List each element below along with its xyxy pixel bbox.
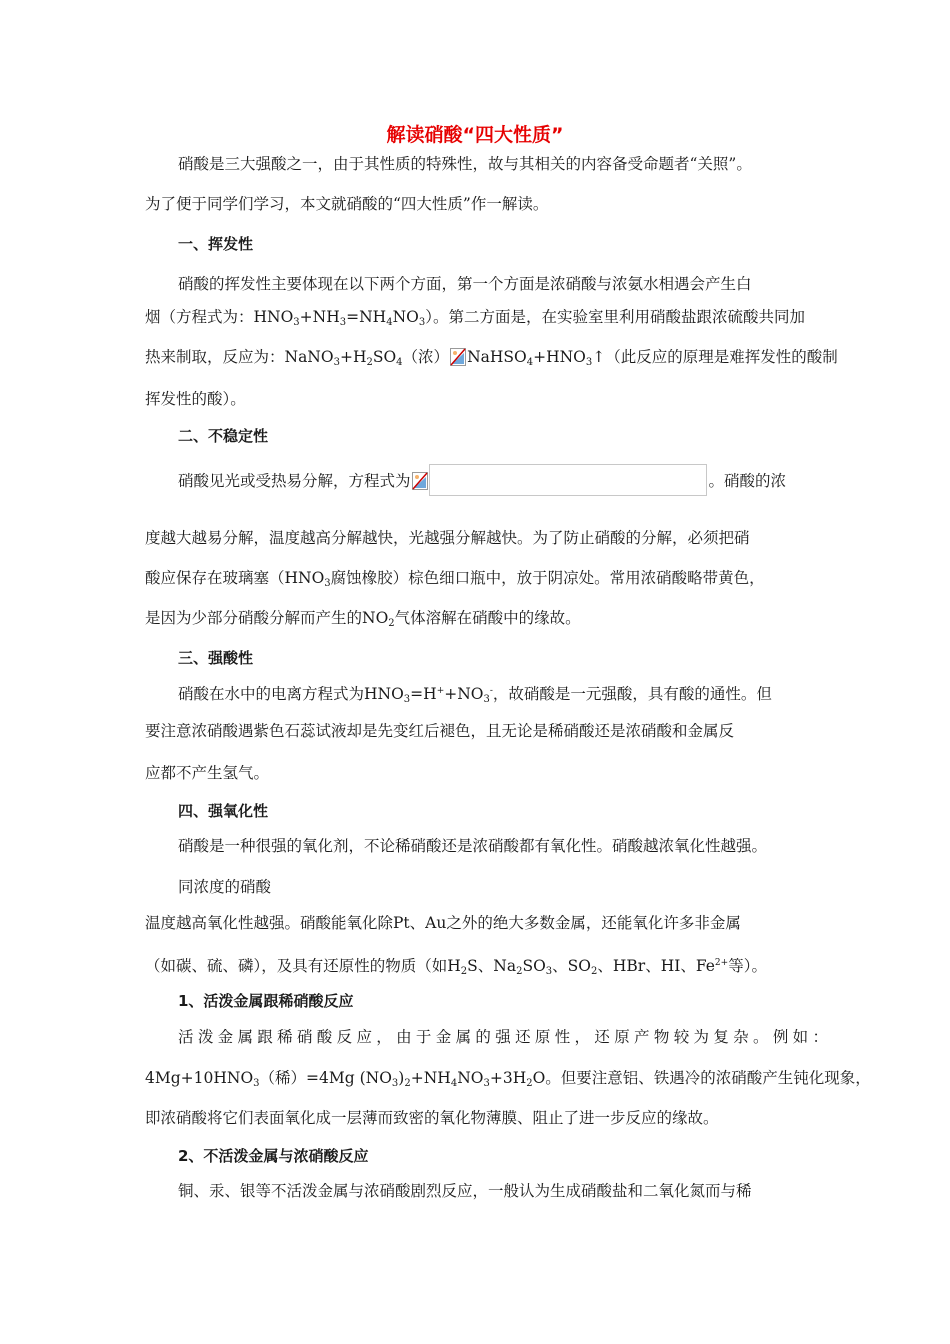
section-heading-strong-acid: 三、强酸性 xyxy=(178,649,254,667)
section-heading-oxidizing: 四、强氧化性 xyxy=(178,802,269,820)
formula-image-placeholder xyxy=(429,464,707,496)
volatility-line-2: 烟（方程式为：$HNO_3+NH_3=NH_4NO_3$）。第二方面是，在实验室里利用硝酸盐跟浓硫酸共同加 xyxy=(145,308,805,328)
oxidizing-line-2: 同浓度的硝酸 xyxy=(178,878,272,896)
broken-image-icon xyxy=(412,472,428,490)
active-metal-line-2: $4Mg+10HNO_3$（稀）=4Mg $(NO_3)_2+NH_4NO_3+3H_2O$。但要注意铝、铁遇冷的浓硝酸产生钝化现象， xyxy=(145,1069,871,1089)
instability-line-4: 是因为少部分硝酸分解而产生的$NO_2$气体溶解在硝酸中的缘故。 xyxy=(145,609,581,629)
document-title: 解读硝酸“四大性质” xyxy=(386,124,564,146)
intro-line-1: 硝酸是三大强酸之一，由于其性质的特殊性，故与其相关的内容备受命题者“关照”。 xyxy=(178,155,752,173)
volatility-line-4: 挥发性的酸）。 xyxy=(145,390,246,408)
inactive-metal-line-1: 铜、汞、银等不活泼金属与浓硝酸剧烈反应，一般认为生成硝酸盐和二氧化氮而与稀 xyxy=(178,1182,752,1200)
strong-acid-line-2: 要注意浓硝酸遇紫色石蕊试液却是先变红后褪色，且无论是稀硝酸还是浓硝酸和金属反 xyxy=(145,722,735,740)
subheading-inactive-metal: 2、不活泼金属与浓硝酸反应 xyxy=(178,1147,369,1165)
instability-line-1: 硝酸见光或受热易分解，方程式为 。硝酸的浓 xyxy=(178,464,828,496)
subheading-active-metal: 1、活泼金属跟稀硝酸反应 xyxy=(178,992,354,1010)
broken-image-icon xyxy=(450,348,466,366)
instability-line-3: 酸应保存在玻璃塞（$HNO_3$腐蚀橡胶）棕色细口瓶中，放于阴凉处。常用浓硝酸略带黄色， xyxy=(145,569,765,589)
section-heading-volatility: 一、挥发性 xyxy=(178,235,254,253)
intro-line-2: 为了便于同学们学习，本文就硝酸的“四大性质”作一解读。 xyxy=(145,195,549,213)
active-metal-line-1: 活泼金属跟稀硝酸反应，由于金属的强还原性，还原产物较为复杂。例如： xyxy=(178,1028,828,1046)
strong-acid-line-3: 应都不产生氢气。 xyxy=(145,764,270,782)
section-heading-instability: 二、不稳定性 xyxy=(178,427,269,445)
oxidizing-line-3: 温度越高氧化性越强。硝酸能氧化除Pt、Au之外的绝大多数金属，还能氧化许多非金属 xyxy=(145,914,741,932)
oxidizing-line-4: （如碳、硫、磷），及具有还原性的物质（如$H_2S$、$Na_2SO_3$、$SO_2$、HBr、HI、$Fe^{2+}$等）。 xyxy=(145,957,767,977)
volatility-line-1: 硝酸的挥发性主要体现在以下两个方面，第一个方面是浓硝酸与浓氨水相遇会产生白 xyxy=(178,275,752,293)
volatility-line-3: 热来制取，反应为：$NaNO_3+H_2SO_4$（浓） $NaHSO_4+HNO_3↑$（此反应的原理是难挥发性的酸制 xyxy=(145,348,838,368)
active-metal-line-3: 即浓硝酸将它们表面氧化成一层薄而致密的氧化物薄膜、阻止了进一步反应的缘故。 xyxy=(145,1109,719,1127)
oxidizing-line-1: 硝酸是一种很强的氧化剂，不论稀硝酸还是浓硝酸都有氧化性。硝酸越浓氧化性越强。 xyxy=(178,837,768,855)
strong-acid-line-1: 硝酸在水中的电离方程式为$HNO_3=H^++NO_3^-$，故硝酸是一元强酸，具有酸的通性。但 xyxy=(178,685,772,705)
instability-line-2: 度越大越易分解，温度越高分解越快，光越强分解越快。为了防止硝酸的分解，必须把硝 xyxy=(145,529,750,547)
